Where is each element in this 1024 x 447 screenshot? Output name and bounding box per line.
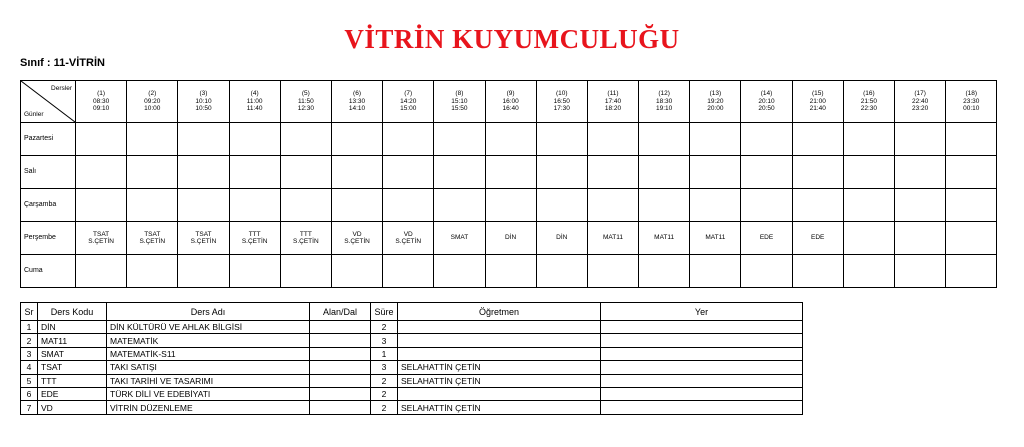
timetable-cell <box>383 222 434 255</box>
subject-code: SMAT <box>38 347 107 360</box>
subject-row <box>21 387 803 400</box>
day-name: Cuma <box>21 255 76 288</box>
subject-row <box>21 347 803 360</box>
timetable-cell <box>331 222 382 255</box>
period-end: 09:10 <box>92 105 110 113</box>
timetable-cell <box>280 255 331 288</box>
timetable-cell <box>895 156 946 189</box>
timetable-cell <box>587 222 638 255</box>
period-number: (5) <box>301 90 310 98</box>
timetable-cell <box>843 222 894 255</box>
timetable-cell <box>229 222 280 255</box>
day-name: Perşembe <box>21 222 76 255</box>
timetable-cell <box>76 123 127 156</box>
timetable-cell <box>895 222 946 255</box>
subject-area <box>310 401 371 414</box>
period-end: 14:10 <box>348 105 366 113</box>
period-end: 11:40 <box>246 105 263 113</box>
cell-teacher: S.ÇETİN <box>190 238 217 245</box>
period-end: 22:30 <box>860 105 878 113</box>
header-area: Alan/Dal <box>310 303 371 321</box>
cell-course-code: EDE <box>811 234 825 242</box>
subjects-table <box>20 302 803 415</box>
subject-sr: 4 <box>21 361 38 374</box>
timetable-cell <box>127 189 178 222</box>
subject-teacher: SELAHATTİN ÇETİN <box>398 401 601 414</box>
cell-course-code: TTT <box>299 230 312 238</box>
cell-teacher: S.ÇETİN <box>88 238 114 245</box>
corner-cell <box>21 81 76 123</box>
subject-row <box>21 334 803 347</box>
timetable-cell <box>280 189 331 222</box>
cell-course-code: DİN <box>556 234 568 242</box>
timetable-cell <box>485 189 536 222</box>
corner-label-days: Günler <box>24 110 44 118</box>
period-start: 10:10 <box>195 97 212 105</box>
timetable-cell <box>895 123 946 156</box>
timetable-cell <box>127 123 178 156</box>
period-number: (16) <box>863 90 875 98</box>
period-start: 16:00 <box>502 97 519 105</box>
timetable-cell <box>485 156 536 189</box>
timetable-cell <box>127 222 178 255</box>
header-code: Ders Kodu <box>38 303 107 321</box>
subject-row <box>21 401 803 414</box>
timetable-cell <box>741 123 792 156</box>
timetable-cell <box>383 189 434 222</box>
period-header <box>434 81 485 123</box>
subject-row <box>21 361 803 374</box>
timetable-cell <box>792 222 843 255</box>
timetable-cell <box>383 255 434 288</box>
timetable-cell <box>639 222 690 255</box>
subject-teacher <box>398 321 601 334</box>
timetable-cell <box>280 156 331 189</box>
timetable-cell <box>587 189 638 222</box>
subject-teacher <box>398 334 601 347</box>
period-header <box>536 81 587 123</box>
subject-code: DİN <box>38 321 107 334</box>
period-header <box>741 81 792 123</box>
timetable-cell <box>690 255 741 288</box>
timetable-cell <box>536 255 587 288</box>
timetable-cell <box>946 156 997 189</box>
subject-code: TSAT <box>38 361 107 374</box>
period-header <box>843 81 894 123</box>
timetable-cell <box>639 255 690 288</box>
subject-place <box>601 401 803 414</box>
day-row <box>21 222 997 255</box>
timetable-cell <box>383 156 434 189</box>
header-name: Ders Adı <box>107 303 310 321</box>
subject-code: MAT11 <box>38 334 107 347</box>
subject-area <box>310 321 371 334</box>
subject-sr: 3 <box>21 347 38 360</box>
period-start: 21:00 <box>809 97 826 105</box>
timetable-cell <box>792 189 843 222</box>
period-end: 00:10 <box>963 105 980 113</box>
timetable-cell <box>229 156 280 189</box>
period-end: 15:00 <box>400 105 417 113</box>
timetable-cell <box>331 123 382 156</box>
subject-area <box>310 361 371 374</box>
period-number: (14) <box>760 90 773 98</box>
subject-sr: 2 <box>21 334 38 347</box>
subject-area <box>310 347 371 360</box>
day-name: Salı <box>21 156 76 189</box>
timetable-cell <box>587 123 638 156</box>
period-header <box>639 81 690 123</box>
subject-place <box>601 334 803 347</box>
cell-course-code: MAT11 <box>705 234 726 242</box>
subjects-header-row <box>21 303 803 321</box>
period-end: 19:10 <box>656 105 673 113</box>
period-number: (13) <box>709 90 722 98</box>
day-row <box>21 156 997 189</box>
period-start: 13:30 <box>348 97 366 105</box>
period-header <box>587 81 638 123</box>
period-header <box>792 81 843 123</box>
timetable-cell <box>843 189 894 222</box>
period-number: (9) <box>506 90 515 98</box>
timetable-cell <box>331 255 382 288</box>
page-title: VİTRİN KUYUMCULUĞU <box>344 24 680 54</box>
subject-teacher <box>398 387 601 400</box>
timetable-cell <box>485 222 536 255</box>
timetable-cell <box>127 156 178 189</box>
timetable-cell <box>76 156 127 189</box>
subject-name: TÜRK DİLİ VE EDEBİYATI <box>107 387 310 400</box>
timetable-cell <box>536 189 587 222</box>
period-number: (2) <box>148 90 157 98</box>
period-end: 17:30 <box>553 105 570 113</box>
timetable-cell <box>792 156 843 189</box>
period-header <box>690 81 741 123</box>
timetable-cell <box>792 255 843 288</box>
subject-code: TTT <box>38 374 107 387</box>
period-start: 14:20 <box>400 97 417 105</box>
timetable-cell <box>639 156 690 189</box>
timetable-cell <box>843 255 894 288</box>
timetable-cell <box>127 255 178 288</box>
cell-course-code: TSAT <box>93 230 110 238</box>
timetable-cell <box>741 255 792 288</box>
period-start: 09:20 <box>144 97 161 105</box>
day-name: Pazartesi <box>21 123 76 156</box>
period-start: 21:50 <box>860 97 878 105</box>
timetable-cell <box>178 123 229 156</box>
subject-sr: 5 <box>21 374 38 387</box>
subject-sr: 1 <box>21 321 38 334</box>
header-sr: Sr <box>21 303 38 321</box>
period-start: 18:30 <box>656 97 673 105</box>
subject-duration: 2 <box>371 401 398 414</box>
timetable-cell <box>178 189 229 222</box>
timetable-cell <box>434 222 485 255</box>
header-teacher: Öğretmen <box>398 303 601 321</box>
cell-teacher: S.ÇETİN <box>344 238 370 245</box>
timetable-cell <box>690 123 741 156</box>
subject-duration: 3 <box>371 334 398 347</box>
timetable-cell <box>485 123 536 156</box>
period-header <box>485 81 536 123</box>
timetable-cell <box>536 222 587 255</box>
timetable-cell <box>895 189 946 222</box>
period-number: (4) <box>250 90 259 98</box>
period-number: (8) <box>455 90 464 98</box>
cell-course-code: VD <box>352 230 362 238</box>
cell-teacher: S.ÇETİN <box>395 238 422 245</box>
period-number: (15) <box>811 90 824 98</box>
header-duration: Süre <box>371 303 398 321</box>
timetable-cell <box>331 189 382 222</box>
subject-duration: 2 <box>371 374 398 387</box>
day-name: Çarşamba <box>21 189 76 222</box>
timetable-cell <box>843 123 894 156</box>
cell-course-code: MAT11 <box>602 234 623 242</box>
timetable <box>20 80 997 288</box>
corner-label-lessons: Dersler <box>51 85 72 92</box>
cell-course-code: DİN <box>504 234 517 242</box>
cell-course-code: EDE <box>759 234 774 242</box>
subject-name: VİTRİN DÜZENLEME <box>107 401 310 414</box>
subject-name: TAKI TARİHİ VE TASARIMI <box>107 374 310 387</box>
period-start: 11:50 <box>297 97 314 105</box>
timetable-cell <box>434 189 485 222</box>
timetable-cell <box>434 123 485 156</box>
timetable-cell <box>946 255 997 288</box>
subject-sr: 7 <box>21 401 38 414</box>
subject-sr: 6 <box>21 387 38 400</box>
period-start: 17:40 <box>604 97 622 105</box>
subject-name: DİN KÜLTÜRÜ VE AHLAK BİLGİSİ <box>107 321 310 334</box>
period-end: 16:40 <box>502 105 519 113</box>
subject-place <box>601 387 803 400</box>
period-header <box>280 81 331 123</box>
cell-course-code: MAT11 <box>654 234 675 242</box>
period-header <box>946 81 997 123</box>
period-start: 19:20 <box>707 97 724 105</box>
subject-teacher: SELAHATTİN ÇETİN <box>398 374 601 387</box>
timetable-cell <box>895 255 946 288</box>
timetable-cell <box>383 123 434 156</box>
period-end: 20:00 <box>707 105 724 113</box>
timetable-cell <box>536 156 587 189</box>
subject-place <box>601 361 803 374</box>
timetable-cell <box>536 123 587 156</box>
period-number: (18) <box>965 90 978 98</box>
period-end: 18:20 <box>604 105 622 113</box>
day-row <box>21 123 997 156</box>
cell-teacher: S.ÇETİN <box>139 238 166 245</box>
timetable-cell <box>434 255 485 288</box>
timetable-cell <box>229 123 280 156</box>
period-start: 22:40 <box>911 97 929 105</box>
timetable-cell <box>229 189 280 222</box>
timetable-cell <box>639 189 690 222</box>
period-end: 21:40 <box>809 105 826 113</box>
timetable-cell <box>434 156 485 189</box>
subject-row <box>21 374 803 387</box>
subject-area <box>310 334 371 347</box>
cell-teacher: S.ÇETİN <box>241 238 268 245</box>
cell-course-code: TSAT <box>195 230 212 238</box>
period-end: 10:00 <box>144 105 161 113</box>
subject-name: MATEMATİK-S11 <box>107 347 310 360</box>
timetable-cell <box>741 156 792 189</box>
cell-teacher: S.ÇETİN <box>293 238 319 245</box>
period-header <box>76 81 127 123</box>
day-row <box>21 255 997 288</box>
timetable-cell <box>587 156 638 189</box>
period-header <box>895 81 946 123</box>
period-start: 23:30 <box>963 97 980 105</box>
subject-teacher <box>398 347 601 360</box>
timetable-cell <box>792 123 843 156</box>
timetable-cell <box>741 189 792 222</box>
period-number: (10) <box>556 90 568 98</box>
subject-place <box>601 347 803 360</box>
subject-name: MATEMATİK <box>107 334 310 347</box>
period-start: 11:00 <box>246 97 263 105</box>
period-number: (3) <box>199 90 208 98</box>
period-end: 12:30 <box>297 105 314 113</box>
timetable-cell <box>280 123 331 156</box>
period-end: 20:50 <box>758 105 775 113</box>
period-end: 23:20 <box>911 105 929 113</box>
period-header <box>383 81 434 123</box>
timetable-cell <box>690 156 741 189</box>
timetable-cell <box>331 156 382 189</box>
subject-code: EDE <box>38 387 107 400</box>
subject-duration: 2 <box>371 387 398 400</box>
period-number: (11) <box>607 90 619 98</box>
period-number: (6) <box>353 90 361 98</box>
subject-duration: 2 <box>371 321 398 334</box>
period-number: (7) <box>404 90 413 98</box>
period-start: 08:30 <box>92 97 110 105</box>
period-start: 16:50 <box>553 97 570 105</box>
header-place: Yer <box>601 303 803 321</box>
cell-course-code: VD <box>403 230 413 238</box>
timetable-cell <box>76 222 127 255</box>
period-number: (17) <box>914 90 926 98</box>
timetable-cell <box>690 222 741 255</box>
period-start: 15:10 <box>451 97 468 105</box>
cell-course-code: SMAT <box>450 234 469 242</box>
timetable-cell <box>76 255 127 288</box>
period-end: 15:50 <box>451 105 468 113</box>
timetable-cell <box>229 255 280 288</box>
timetable-cell <box>639 123 690 156</box>
timetable-cell <box>946 222 997 255</box>
timetable-cell <box>485 255 536 288</box>
subject-row <box>21 321 803 334</box>
period-start: 20:10 <box>758 97 775 105</box>
timetable-header-row <box>21 81 997 123</box>
subject-name: TAKI SATIŞI <box>107 361 310 374</box>
class-label: Sınıf : 11-VİTRİN <box>20 57 105 69</box>
period-number: (1) <box>97 90 106 98</box>
period-header <box>229 81 280 123</box>
timetable-cell <box>587 255 638 288</box>
period-header <box>331 81 382 123</box>
subject-code: VD <box>38 401 107 414</box>
day-row <box>21 189 997 222</box>
timetable-cell <box>741 222 792 255</box>
subject-area <box>310 374 371 387</box>
subject-place <box>601 374 803 387</box>
period-header <box>178 81 229 123</box>
subject-place <box>601 321 803 334</box>
subject-teacher: SELAHATTİN ÇETİN <box>398 361 601 374</box>
timetable-cell <box>690 189 741 222</box>
period-header <box>127 81 178 123</box>
subject-area <box>310 387 371 400</box>
subject-duration: 3 <box>371 361 398 374</box>
timetable-cell <box>76 189 127 222</box>
timetable-cell <box>946 123 997 156</box>
subject-duration: 1 <box>371 347 398 360</box>
timetable-cell <box>946 189 997 222</box>
timetable-cell <box>280 222 331 255</box>
timetable-cell <box>843 156 894 189</box>
cell-course-code: TSAT <box>144 230 161 238</box>
period-end: 10:50 <box>195 105 212 113</box>
cell-course-code: TTT <box>248 230 261 238</box>
timetable-cell <box>178 255 229 288</box>
timetable-cell <box>178 156 229 189</box>
timetable-cell <box>178 222 229 255</box>
period-number: (12) <box>658 90 670 98</box>
